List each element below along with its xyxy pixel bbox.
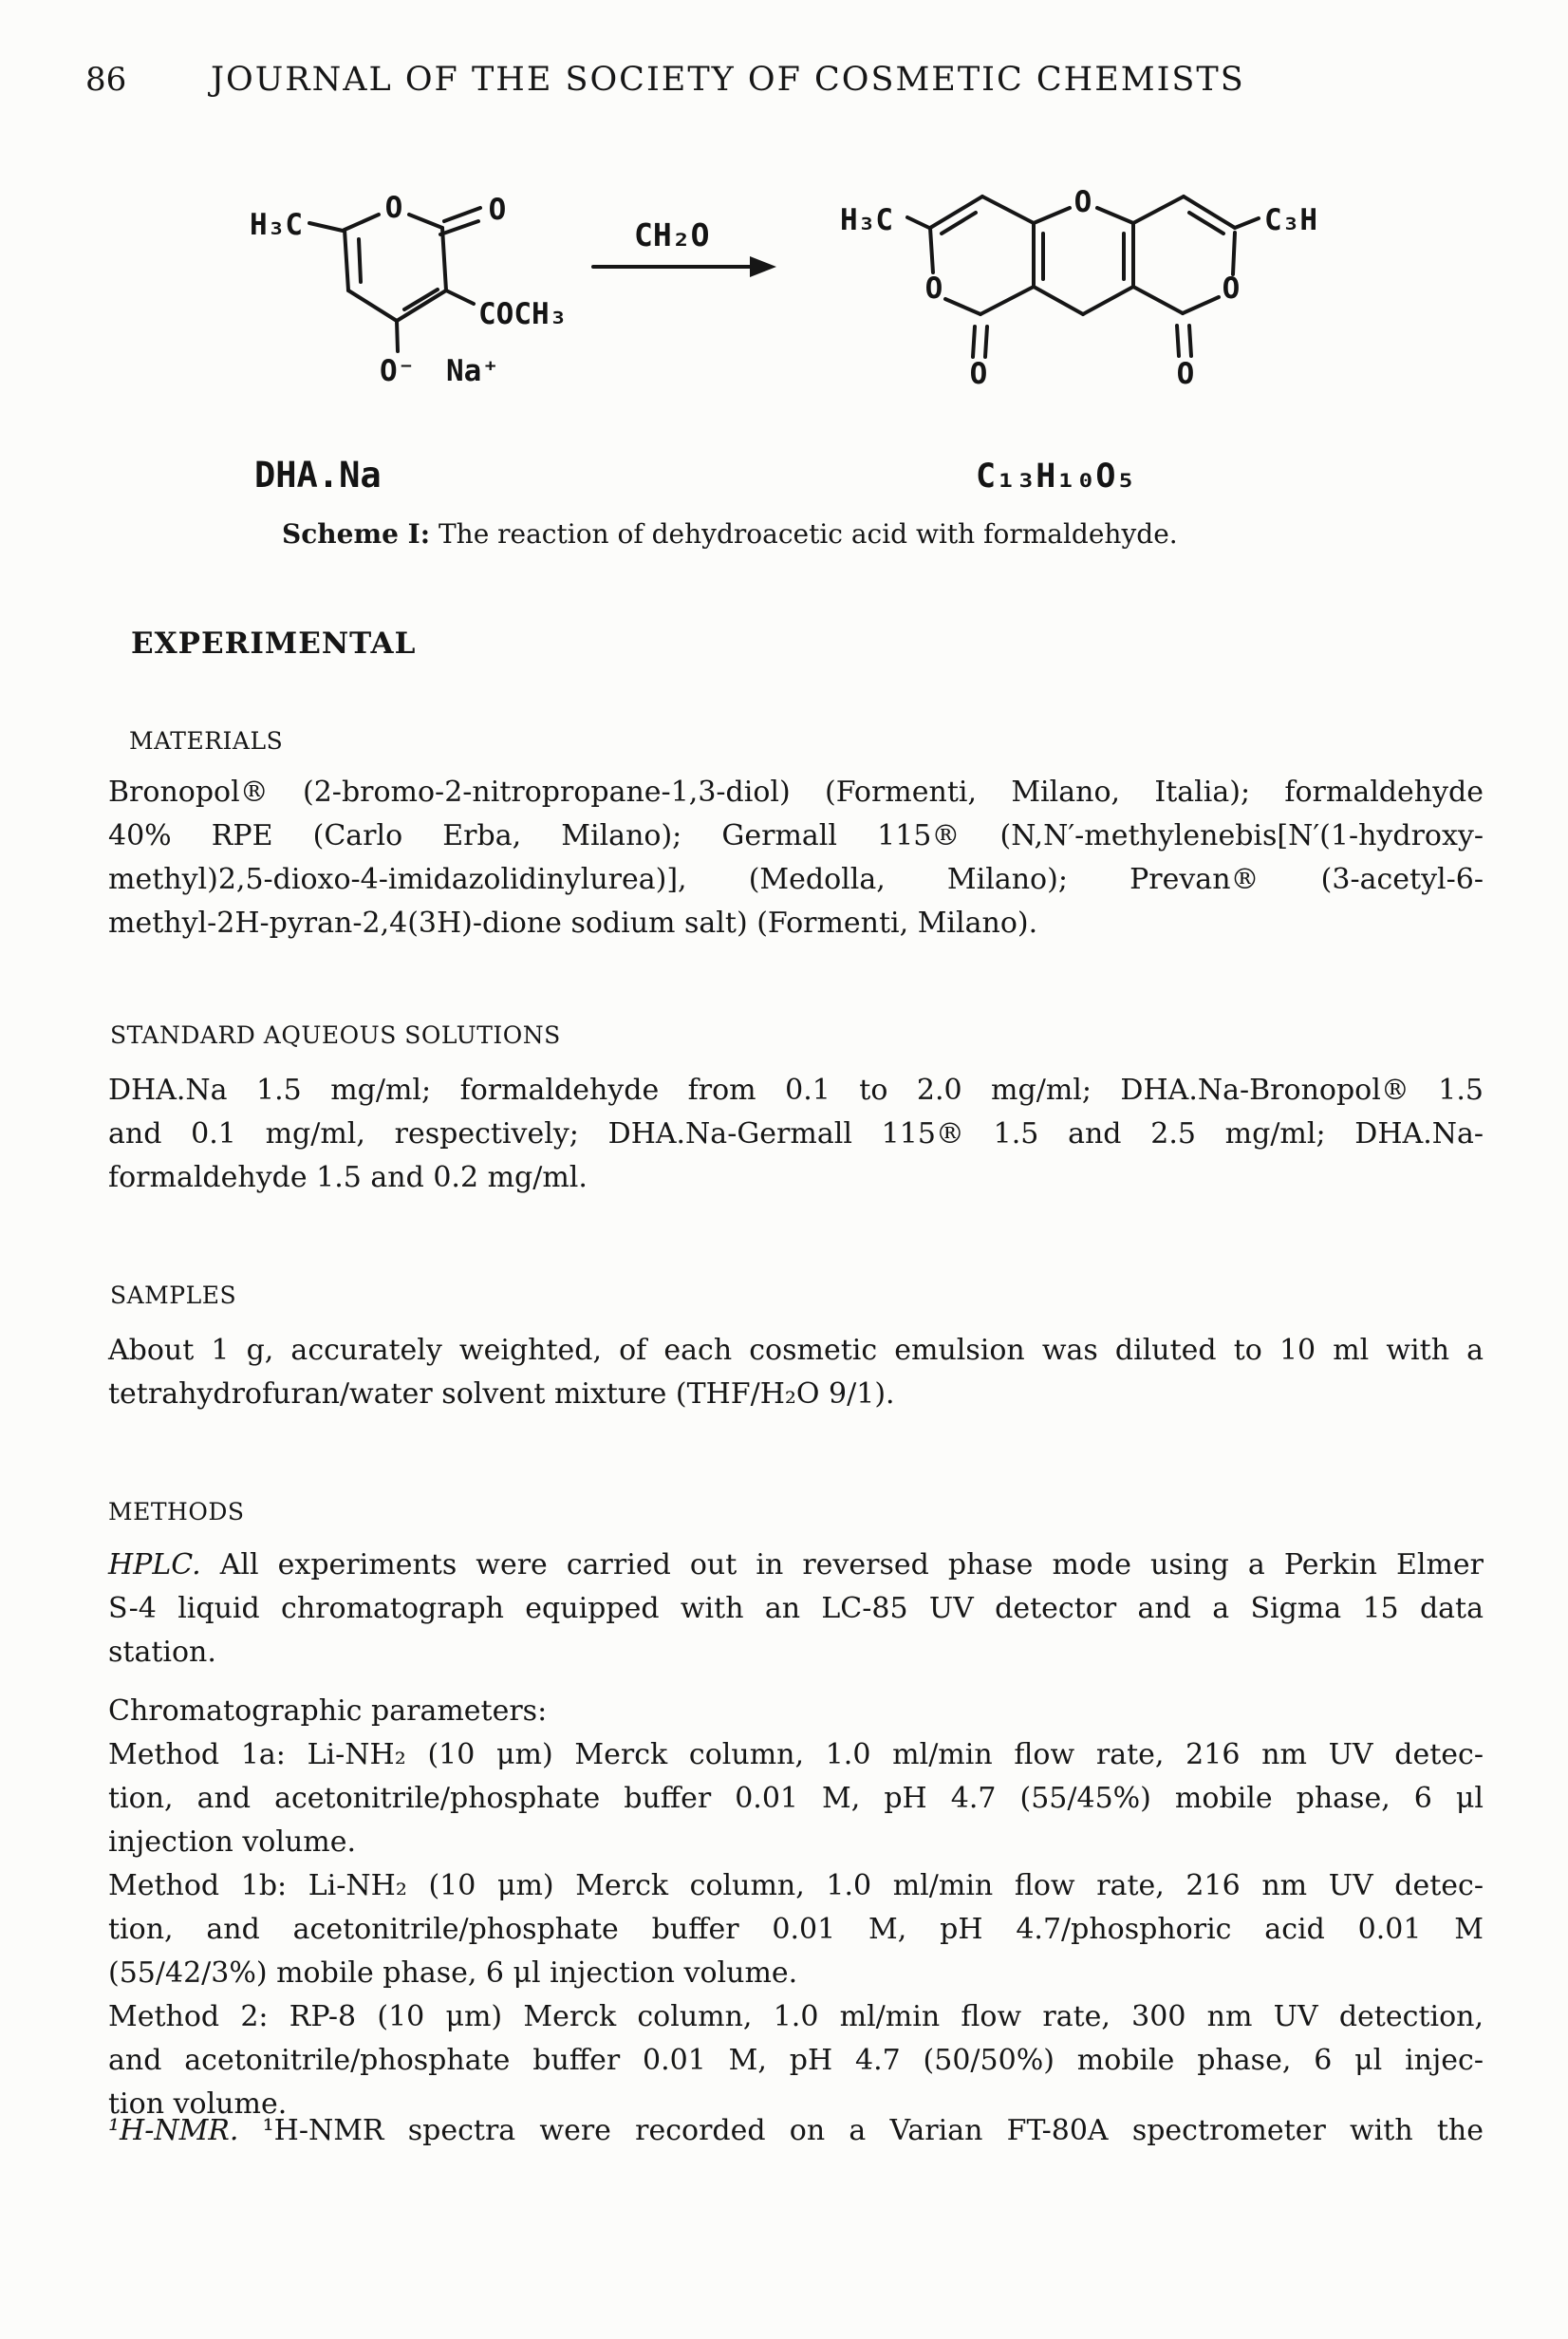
text-line: Bronopol® (2-bromo-2-nitropropane-1,3-diol) (Formenti, Milano, Italia); formaldehyde [108,776,1484,809]
text-line: DHA.Na 1.5 mg/ml; formaldehyde from 0.1 to 2.0 mg/ml; DHA.Na-Bronopol® 1.5 [108,1074,1484,1107]
materials-paragraph [108,771,1484,945]
text-line: station. [108,1636,216,1669]
reactant-name-label: DHA.Na [254,455,382,496]
nmr-paragraph [108,2109,1484,2153]
text-line: and acetonitrile/phosphate buffer 0.01 M, pH 4.7 (50/50%) mobile phase, 6 μl injec- [108,2044,1484,2077]
reactant-o-minus-label: O⁻ [380,354,416,388]
text-line: About 1 g, accurately weighted, of each cosmetic emulsion was diluted to 10 ml with a [108,1334,1484,1367]
text-line: methyl-2H-pyran-2,4(3H)-dione sodium salt) (Formenti, Milano). [108,907,1038,940]
heading-experimental: EXPERIMENTAL [131,627,417,661]
text-line: 40% RPE (Carlo Erba, Milano); Germall 115® (N,N′-methylenebis[N′(1-hydroxy- [108,819,1484,852]
reagent-label: CH₂O [634,216,710,253]
text-line: Method 2: RP-8 (10 μm) Merck column, 1.0 ml/min flow rate, 300 nm UV detection, [108,2000,1484,2033]
text-line: and 0.1 mg/ml, respectively; DHA.Na-Germall 115® 1.5 and 2.5 mg/ml; DHA.Na- [108,1117,1484,1151]
reactant-acetyl-label: COCH₃ [478,297,568,331]
heading-materials: MATERIALS [129,727,284,755]
text-line: injection volume. [108,1825,357,1859]
text-line: methyl)2,5-dioxo-4-imidazolidinylurea)], (Medolla, Milano); Prevan® (3-acetyl-6- [108,863,1484,896]
reactant-bond-lines [309,208,480,351]
text-line: Method 1a: Li-NH₂ (10 μm) Merck column, 1.0 ml/min flow rate, 216 nm UV detec- [108,1738,1484,1771]
scheme-caption [282,518,1178,550]
nmr-lead: ¹H-NMR. [108,2114,239,2147]
product-ring-o-top-label: O [1073,185,1092,219]
product-ring-o-right-label: O [1222,271,1241,306]
hplc-paragraph [108,1544,1484,1675]
text-line: Chromatographic parameters: [108,1694,548,1728]
scheme-caption-label: Scheme I: [282,518,431,550]
text-line: tion volume. [108,2087,288,2121]
reactant-carbonyl-o-label: O [488,193,507,227]
scheme-caption-text: The reaction of dehydroacetic acid with formaldehyde. [430,518,1178,550]
reactant-ring-o-label: O [384,191,403,225]
hplc-line-rest: All experiments were carried out in reversed phase mode using a Perkin Elmer [200,1548,1484,1581]
reactant-na-plus-label: Na⁺ [446,354,499,388]
heading-methods: METHODS [108,1498,245,1525]
product-carbonyl-o-left-label: O [969,357,988,391]
reaction-scheme [0,0,1568,589]
text-line: formaldehyde 1.5 and 0.2 mg/ml. [108,1161,588,1194]
nmr-line-rest: ¹H-NMR spectra were recorded on a Varian FT-80A spectrometer with the [238,2114,1484,2147]
product-ring-o-left-label: O [924,271,943,306]
samples-paragraph [108,1329,1484,1416]
text-line [108,2109,1484,2153]
text-line: Method 1b: Li-NH₂ (10 μm) Merck column, 1.0 ml/min flow rate, 216 nm UV detec- [108,1869,1484,1902]
product-methyl-right-label: C₃H [1264,203,1317,237]
text-line: tion, and acetonitrile/phosphate buffer 0.01 M, pH 4.7/phosphoric acid 0.01 M [108,1913,1484,1946]
product-methyl-left-label: H₃C [840,203,893,237]
text-line: tion, and acetonitrile/phosphate buffer 0.01 M, pH 4.7 (55/45%) mobile phase, 6 μl [108,1782,1484,1815]
product-bond-lines [907,196,1259,357]
product-formula-label: C₁₃H₁₀O₅ [976,458,1136,496]
chromatography-paragraph [108,1690,1484,2126]
heading-samples: SAMPLES [110,1282,237,1309]
journal-title: JOURNAL OF THE SOCIETY OF COSMETIC CHEMISTS [211,61,1245,99]
text-line [108,1544,1484,1587]
text-line: tetrahydrofuran/water solvent mixture (THF/H₂O 9/1). [108,1377,895,1411]
hplc-lead: HPLC. [108,1548,201,1581]
text-line: (55/42/3%) mobile phase, 6 μl injection volume. [108,1956,798,1990]
product-carbonyl-o-right-label: O [1176,357,1195,391]
reactant-methyl-label: H₃C [250,208,303,242]
page-number: 86 [85,61,127,99]
reaction-arrow [593,256,776,277]
text-line: S-4 liquid chromatograph equipped with an LC-85 UV detector and a Sigma 15 data [108,1592,1484,1625]
heading-standard-aqueous-solutions: STANDARD AQUEOUS SOLUTIONS [110,1021,561,1049]
solutions-paragraph [108,1069,1484,1200]
